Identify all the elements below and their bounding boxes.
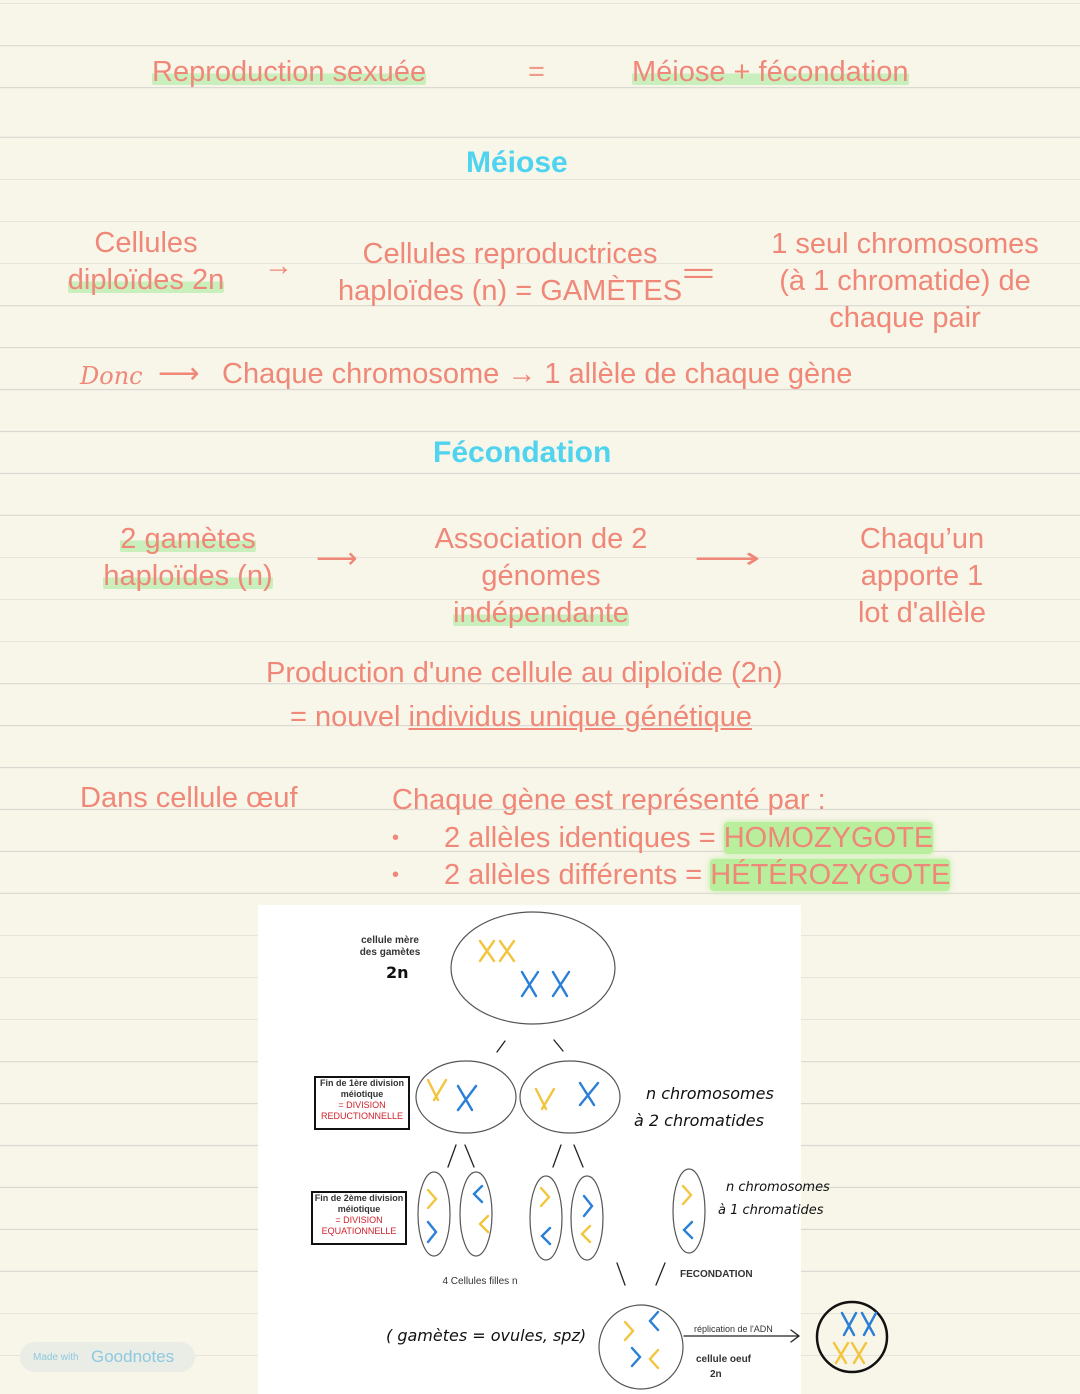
result: 1 seul chromosomes (à 1 chromatide) de chaque pair — [771, 228, 1039, 334]
gametes: 2 gamètes haploïdes (n) — [103, 523, 273, 592]
gametes-note: ( gamètes = ovules, spz) — [386, 1326, 587, 1345]
donc-text: Chaque chromosome → 1 allèle de chaque gène — [222, 358, 853, 390]
title-right: Méiose + fécondation — [632, 56, 909, 88]
equals: = — [681, 258, 716, 290]
goodnotes-badge: Made with Goodnotes — [20, 1342, 195, 1372]
bullet: • — [392, 864, 400, 886]
title-equals: = — [528, 56, 545, 88]
cells-repro: Cellules reproductrices haploïdes (n) = GAMÈTES — [337, 238, 683, 307]
mother-cell-label: cellule mère des gamètes — [359, 935, 421, 958]
bullet: • — [392, 827, 400, 849]
egg-cell — [599, 1305, 683, 1389]
daughters-label: 4 Cellules filles n — [442, 1276, 518, 1287]
n-chromosomes-1: n chromosomes à 1 chromatides — [718, 1180, 830, 1218]
box-reductionnelle: Fin de 1ère division méiotique = DIVISION REDUCTIONNELLE — [314, 1076, 410, 1130]
heterozygote-item: 2 allèles différents = HÉTÉROZYGOTE — [444, 859, 951, 891]
mother-cell — [451, 912, 615, 1024]
replication-label: réplication de l'ADN — [694, 1324, 773, 1334]
cells-diploid: Cellules diploïdes 2n — [67, 227, 225, 296]
box-equationnelle: Fin de 2ème division méiotique = DIVISION EQUATIONNELLE — [311, 1191, 407, 1245]
chaqun: Chaqu’un apporte 1 lot d'allèle — [857, 523, 987, 629]
heading-meiose: Méiose — [466, 146, 568, 179]
production: Production d'une cellule au diploïde (2n) — [266, 657, 783, 689]
association: Association de 2 génomes indépendante — [434, 523, 648, 629]
donc-label: Donc — [80, 362, 143, 390]
arrow: ⟶ — [694, 543, 761, 575]
title-left: Reproduction sexuée — [152, 56, 427, 88]
donc-arrow-icon: ⟶ — [158, 358, 200, 390]
gene-intro: Chaque gène est représenté par : — [392, 784, 826, 816]
egg-label: cellule oeuf 2n — [696, 1354, 752, 1380]
mother-2n: 2n — [386, 963, 409, 982]
new-individual: = nouvel individus unique génétique — [290, 701, 752, 733]
arrow: ⟶ — [316, 543, 358, 575]
n-chromosomes-2: n chromosomes à 2 chromatides — [634, 1084, 774, 1130]
cellule-oeuf-label: Dans cellule œuf — [80, 782, 298, 814]
heading-fecondation: Fécondation — [433, 436, 612, 469]
homozygote-item: 2 allèles identiques = HOMOZYGOTE — [444, 822, 934, 854]
arrow: → — [264, 250, 293, 282]
fecondation-label: FECONDATION — [680, 1269, 753, 1280]
